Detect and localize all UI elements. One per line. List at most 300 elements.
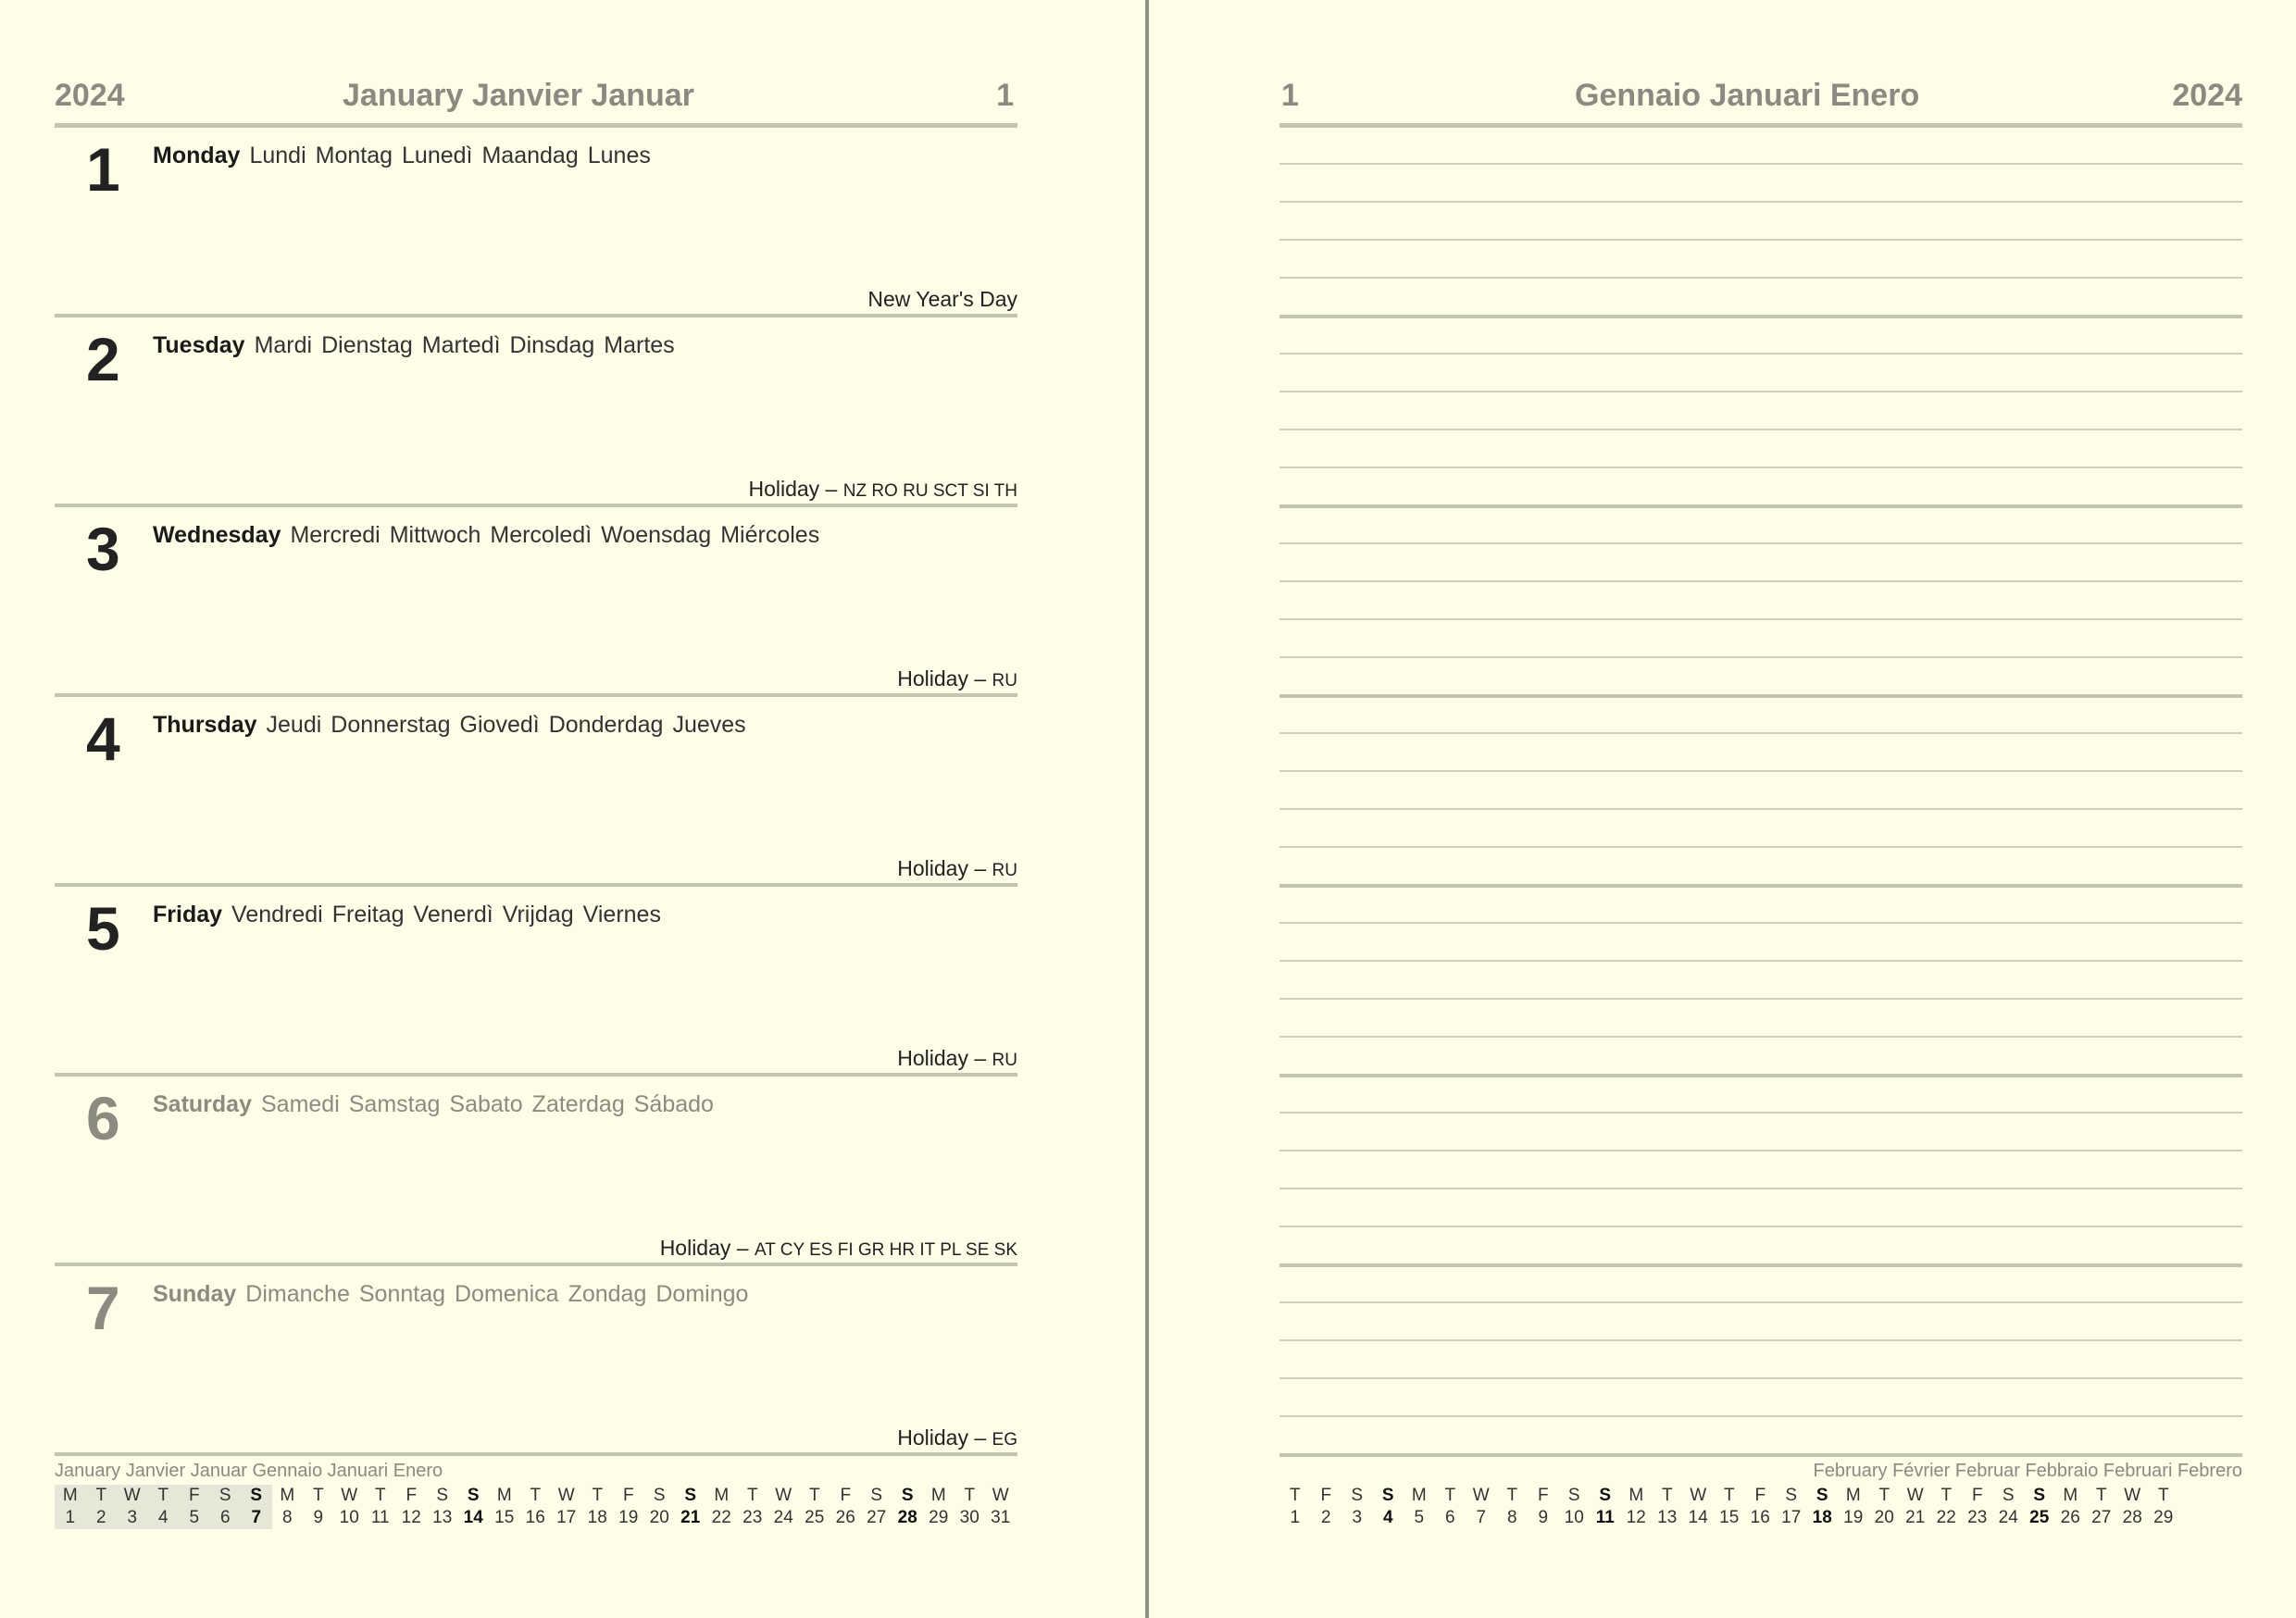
writing-line [1279, 163, 2242, 165]
writing-line [1279, 391, 2242, 392]
day-name-alt: Mittwoch [389, 522, 481, 548]
weekday-letter: M [280, 1486, 295, 1505]
date-number: 5 [1414, 1508, 1425, 1527]
writing-line [1279, 922, 2242, 924]
header-months: Gennaio Januari Enero [1575, 78, 1920, 113]
mini-calendar-day[interactable] [1776, 1485, 1807, 1529]
day-block[interactable] [55, 1266, 1017, 1456]
day-number: 4 [86, 704, 120, 773]
day-name-alt: Jeudi [266, 712, 322, 738]
weekday-letter: S [1351, 1486, 1364, 1505]
weekday-letter: W [341, 1486, 358, 1505]
weekday-letter: W [1472, 1486, 1490, 1505]
day-name-alt: Dienstag [321, 332, 413, 358]
date-number: 19 [618, 1508, 639, 1527]
holiday-note [660, 1236, 1017, 1261]
date-number: 7 [1476, 1508, 1487, 1527]
day-name-alt: Woensdag [601, 522, 712, 548]
weekday-letter: W [2124, 1486, 2141, 1505]
weekday-letter: S [1785, 1486, 1798, 1505]
mini-calendar-day[interactable] [55, 1485, 86, 1529]
weekday-letter: T [530, 1486, 542, 1505]
day-name-alt: Vendredi [231, 902, 323, 927]
date-number: 23 [742, 1508, 763, 1527]
day-names [153, 332, 684, 359]
writing-line [1279, 429, 2242, 430]
date-number: 29 [929, 1508, 949, 1527]
day-name: Tuesday [153, 332, 245, 358]
mini-calendar-day[interactable] [1714, 1485, 1745, 1529]
writing-line [1279, 1377, 2242, 1379]
weekday-letter: F [188, 1486, 200, 1505]
mini-calendar-day[interactable] [1404, 1485, 1435, 1529]
mini-calendar-day[interactable] [1838, 1485, 1869, 1529]
day-number: 6 [86, 1084, 120, 1152]
mini-calendar-day[interactable] [985, 1485, 1017, 1529]
day-name: Sunday [153, 1281, 237, 1307]
mini-calendar-day[interactable] [1900, 1485, 1931, 1529]
date-number: 9 [1538, 1508, 1549, 1527]
writing-line [1279, 960, 2242, 962]
day-number: 1 [86, 135, 120, 204]
date-number: 30 [959, 1508, 980, 1527]
mini-calendar-day[interactable] [489, 1485, 520, 1529]
date-number: 5 [189, 1508, 200, 1527]
day-name-alt: Lunes [587, 143, 651, 168]
mini-calendar-day[interactable] [1373, 1485, 1404, 1529]
writing-line [1279, 618, 2242, 620]
weekday-letter: S [901, 1486, 914, 1505]
holiday-codes: RU [992, 861, 1017, 880]
day-name-alt: Vrijdag [502, 902, 574, 927]
day-name-alt: Donnerstag [331, 712, 451, 738]
weekday-letter: T [964, 1486, 976, 1505]
holiday-codes: RU [992, 671, 1017, 691]
holiday-note [897, 666, 1017, 691]
writing-line [1279, 542, 2242, 544]
date-number: 20 [649, 1508, 669, 1527]
mini-calendar-day[interactable] [737, 1485, 768, 1529]
day-name-alt: Mardi [254, 332, 313, 358]
weekday-letter: M [1845, 1486, 1861, 1505]
day-name-alt: Dinsdag [509, 332, 595, 358]
date-number: 3 [127, 1508, 138, 1527]
day-names [153, 143, 660, 169]
weekday-letter: S [1567, 1486, 1580, 1505]
weekday-letter: T [592, 1486, 604, 1505]
day-name-alt: Mercredi [290, 522, 381, 548]
mini-calendar-january [55, 1485, 1017, 1529]
weekday-letter: S [2033, 1486, 2046, 1505]
day-name-alt: Montag [315, 143, 393, 168]
mini-calendar-day[interactable] [892, 1485, 924, 1529]
date-number: 29 [2153, 1508, 2174, 1527]
day-name: Friday [153, 902, 223, 927]
date-number: 11 [370, 1508, 390, 1527]
date-number: 4 [157, 1508, 168, 1527]
day-names [153, 712, 755, 739]
date-number: 18 [587, 1508, 607, 1527]
day-name-alt: Zaterdag [531, 1091, 625, 1117]
mini-calendar-day[interactable] [427, 1485, 458, 1529]
date-number: 1 [65, 1508, 76, 1527]
weekday-letter: T [1506, 1486, 1518, 1505]
weekday-letter: S [218, 1486, 231, 1505]
writing-line [1279, 1036, 2242, 1038]
writing-line [1279, 1188, 2242, 1189]
mini-calendar-title: January Janvier Januar Gennaio Januari Enero [55, 1461, 443, 1481]
mini-calendar-day[interactable] [179, 1485, 210, 1529]
weekday-letter: S [467, 1486, 480, 1505]
weekday-letter: F [840, 1486, 852, 1505]
day-name-alt: Martedì [421, 332, 501, 358]
weekday-letter: T [808, 1486, 820, 1505]
day-block[interactable] [55, 697, 1017, 887]
weekday-letter: T [1289, 1486, 1301, 1505]
mini-calendar-day[interactable] [675, 1485, 706, 1529]
mini-calendar-february [1279, 1485, 2179, 1529]
mini-calendar-day[interactable] [2024, 1485, 2055, 1529]
day-name-alt: Maandag [481, 143, 579, 168]
mini-calendar-day[interactable] [582, 1485, 614, 1529]
mini-calendar-day[interactable] [923, 1485, 955, 1529]
date-number: 13 [432, 1508, 453, 1527]
header-year: 2024 [2172, 78, 2242, 113]
weekday-letter: T [1444, 1486, 1456, 1505]
holiday-note [897, 1046, 1017, 1071]
weekday-letter: T [1878, 1486, 1890, 1505]
holiday-label: Holiday – [748, 477, 843, 501]
date-number: 4 [1382, 1508, 1393, 1527]
mini-calendar-day[interactable] [1869, 1485, 1901, 1529]
day-names [153, 522, 829, 549]
mini-calendar-day[interactable] [1683, 1485, 1715, 1529]
day-names [153, 902, 670, 928]
weekday-letter: T [374, 1486, 386, 1505]
mini-calendar-day[interactable] [396, 1485, 428, 1529]
writing-line [1279, 998, 2242, 1000]
mini-calendar-day[interactable] [1341, 1485, 1373, 1529]
day-name-alt: Sábado [633, 1091, 714, 1117]
date-number: 13 [1657, 1508, 1678, 1527]
weekday-letter: F [1971, 1486, 1983, 1505]
date-number: 31 [991, 1508, 1011, 1527]
weekday-letter: T [312, 1486, 324, 1505]
holiday-note [897, 856, 1017, 881]
day-name: Monday [153, 143, 241, 168]
mini-calendar-day[interactable] [551, 1485, 582, 1529]
weekday-letter: T [2095, 1486, 2107, 1505]
date-number: 14 [1688, 1508, 1708, 1527]
day-name-alt: Samstag [348, 1091, 441, 1117]
day-name-alt: Lunedì [402, 143, 473, 168]
mini-calendar-day[interactable] [706, 1485, 738, 1529]
holiday-label: New Year's Day [867, 287, 1017, 311]
day-name: Wednesday [153, 522, 281, 548]
writing-line [1279, 239, 2242, 241]
mini-calendar-day[interactable] [1559, 1485, 1591, 1529]
weekday-letter: W [1906, 1486, 1924, 1505]
writing-line [1279, 846, 2242, 848]
mini-calendar-day[interactable] [1931, 1485, 1963, 1529]
day-divider-line [1279, 504, 2242, 508]
writing-line [1279, 467, 2242, 468]
day-name: Saturday [153, 1091, 252, 1117]
date-number: 17 [556, 1508, 577, 1527]
weekday-letter: S [870, 1486, 883, 1505]
weekday-letter: M [1628, 1486, 1644, 1505]
weekday-letter: T [1723, 1486, 1735, 1505]
writing-line [1279, 656, 2242, 658]
mini-calendar-day[interactable] [2086, 1485, 2117, 1529]
writing-line [1279, 732, 2242, 734]
mini-calendar-day[interactable] [241, 1485, 272, 1529]
weekday-letter: T [2157, 1486, 2169, 1505]
date-number: 18 [1812, 1508, 1832, 1527]
weekday-letter: S [1816, 1486, 1828, 1505]
date-number: 8 [281, 1508, 293, 1527]
date-number: 16 [1750, 1508, 1770, 1527]
mini-calendar-day[interactable] [830, 1485, 862, 1529]
date-number: 2 [1320, 1508, 1331, 1527]
mini-calendar-day[interactable] [117, 1485, 148, 1529]
header-week-number: 1 [1281, 78, 1299, 113]
header-rule [1279, 123, 2242, 128]
day-block[interactable] [55, 1077, 1017, 1266]
mini-calendar-day[interactable] [768, 1485, 800, 1529]
mini-calendar-day[interactable] [1311, 1485, 1342, 1529]
day-block[interactable] [55, 317, 1017, 507]
mini-calendar-day[interactable] [1962, 1485, 1993, 1529]
weekday-letter: F [406, 1486, 418, 1505]
date-number: 21 [1905, 1508, 1926, 1527]
date-number: 1 [1290, 1508, 1301, 1527]
date-number: 6 [1444, 1508, 1455, 1527]
weekday-letter: S [436, 1486, 449, 1505]
header-year: 2024 [55, 78, 125, 113]
day-divider-line [1279, 1074, 2242, 1077]
writing-line [1279, 1301, 2242, 1303]
weekday-letter: S [250, 1486, 263, 1505]
day-divider-line [1279, 315, 2242, 318]
weekday-letter: M [930, 1486, 946, 1505]
day-number: 3 [86, 515, 120, 583]
date-number: 27 [2091, 1508, 2112, 1527]
date-number: 8 [1506, 1508, 1517, 1527]
date-number: 11 [1595, 1508, 1615, 1527]
day-name-alt: Sabato [449, 1091, 523, 1117]
weekday-letter: T [746, 1486, 758, 1505]
date-number: 2 [95, 1508, 106, 1527]
day-number: 2 [86, 325, 120, 393]
holiday-label: Holiday – [659, 1236, 755, 1260]
header-week-number: 1 [996, 78, 1014, 113]
weekday-letter: M [1411, 1486, 1427, 1505]
day-names [153, 1281, 757, 1308]
mini-calendar-day[interactable] [2055, 1485, 2087, 1529]
weekday-letter: T [95, 1486, 107, 1505]
header-months: January Janvier Januar [343, 78, 694, 113]
left-page [0, 0, 1146, 1618]
writing-line [1279, 201, 2242, 203]
day-name-alt: Lundi [249, 143, 306, 168]
day-number: 7 [86, 1274, 120, 1342]
holiday-codes: NZ RO RU SCT SI TH [842, 481, 1017, 501]
weekday-letter: S [1599, 1486, 1612, 1505]
date-number: 10 [339, 1508, 359, 1527]
holiday-label: Holiday – [897, 1046, 992, 1070]
date-number: 6 [219, 1508, 231, 1527]
day-number: 5 [86, 894, 120, 963]
day-divider-line [1279, 1453, 2242, 1457]
day-name-alt: Giovedì [459, 712, 540, 738]
mini-calendar-day[interactable] [148, 1485, 180, 1529]
day-name-alt: Viernes [582, 902, 661, 927]
day-name-alt: Jueves [672, 712, 746, 738]
day-name-alt: Sonntag [358, 1281, 445, 1307]
date-number: 15 [494, 1508, 515, 1527]
weekday-letter: W [992, 1486, 1009, 1505]
date-number: 27 [867, 1508, 887, 1527]
writing-line [1279, 808, 2242, 810]
day-name-alt: Venerdì [413, 902, 493, 927]
date-number: 14 [463, 1508, 483, 1527]
day-name-alt: Domingo [655, 1281, 749, 1307]
date-number: 24 [1998, 1508, 2018, 1527]
date-number: 28 [2122, 1508, 2142, 1527]
mini-calendar-day[interactable] [1652, 1485, 1683, 1529]
weekday-letter: W [123, 1486, 141, 1505]
date-number: 10 [1564, 1508, 1584, 1527]
weekday-letter: F [1320, 1486, 1332, 1505]
date-number: 24 [773, 1508, 793, 1527]
mini-calendar-day[interactable] [955, 1485, 986, 1529]
holiday-label: Holiday – [897, 856, 992, 880]
writing-line [1279, 353, 2242, 355]
date-number: 12 [401, 1508, 421, 1527]
day-names [153, 1091, 723, 1118]
day-name: Thursday [153, 712, 257, 738]
weekday-letter: S [1381, 1486, 1394, 1505]
date-number: 21 [680, 1508, 701, 1527]
mini-calendar-day[interactable] [458, 1485, 490, 1529]
mini-calendar-day[interactable] [2148, 1485, 2179, 1529]
day-block[interactable] [55, 507, 1017, 697]
day-block[interactable] [55, 887, 1017, 1077]
date-number: 12 [1626, 1508, 1646, 1527]
holiday-note [867, 287, 1017, 312]
date-number: 19 [1843, 1508, 1864, 1527]
day-divider-line [1279, 694, 2242, 698]
date-number: 26 [2060, 1508, 2080, 1527]
right-header [1279, 78, 2242, 124]
day-name-alt: Mercoledì [490, 522, 593, 548]
weekday-letter: W [557, 1486, 575, 1505]
writing-line [1279, 1226, 2242, 1227]
day-divider-line [1279, 1263, 2242, 1267]
mini-calendar-day[interactable] [520, 1485, 552, 1529]
day-divider-line [1279, 884, 2242, 888]
weekday-letter: F [622, 1486, 634, 1505]
holiday-label: Holiday – [897, 1425, 992, 1450]
mini-calendar-day[interactable] [1807, 1485, 1839, 1529]
weekday-letter: M [62, 1486, 78, 1505]
mini-calendar-day[interactable] [1497, 1485, 1529, 1529]
mini-calendar-day[interactable] [210, 1485, 242, 1529]
holiday-label: Holiday – [897, 666, 992, 691]
left-header [55, 78, 1017, 124]
mini-calendar-day[interactable] [1466, 1485, 1497, 1529]
holiday-note [748, 477, 1017, 502]
mini-calendar-day[interactable] [1435, 1485, 1466, 1529]
writing-line [1279, 277, 2242, 279]
writing-line [1279, 1112, 2242, 1114]
day-name-alt: Donderdag [548, 712, 664, 738]
date-number: 3 [1352, 1508, 1363, 1527]
writing-line [1279, 1339, 2242, 1341]
weekday-letter: M [714, 1486, 730, 1505]
writing-line [1279, 770, 2242, 772]
day-name-alt: Dimanche [245, 1281, 350, 1307]
date-number: 9 [313, 1508, 324, 1527]
date-number: 20 [1874, 1508, 1894, 1527]
day-name-alt: Miércoles [720, 522, 820, 548]
day-block[interactable] [55, 128, 1017, 317]
weekday-letter: M [496, 1486, 512, 1505]
day-name-alt: Zondag [568, 1281, 647, 1307]
mini-calendar-day[interactable] [613, 1485, 644, 1529]
date-number: 22 [1936, 1508, 1956, 1527]
mini-calendar-title: February Février Februar Febbraio Februari Febrero [1813, 1461, 2242, 1481]
weekday-letter: M [2063, 1486, 2078, 1505]
mini-calendar-day[interactable] [86, 1485, 118, 1529]
weekday-letter: S [653, 1486, 666, 1505]
mini-calendar-day[interactable] [272, 1485, 304, 1529]
mini-calendar-day[interactable] [1590, 1485, 1621, 1529]
weekday-letter: W [775, 1486, 792, 1505]
weekday-letter: S [2002, 1486, 2015, 1505]
writing-line [1279, 1415, 2242, 1417]
mini-calendar-day[interactable] [1621, 1485, 1653, 1529]
mini-calendar-day[interactable] [303, 1485, 334, 1529]
weekday-letter: T [1940, 1486, 1953, 1505]
mini-calendar-day[interactable] [1745, 1485, 1777, 1529]
day-rule [55, 1452, 1017, 1456]
mini-calendar-day[interactable] [334, 1485, 366, 1529]
weekday-letter: T [157, 1486, 169, 1505]
date-number: 7 [251, 1508, 262, 1527]
day-name-alt: Freitag [331, 902, 405, 927]
date-number: 25 [2029, 1508, 2050, 1527]
date-number: 23 [1967, 1508, 1988, 1527]
weekday-letter: T [1661, 1486, 1673, 1505]
mini-calendar-day[interactable] [861, 1485, 892, 1529]
mini-calendar-day[interactable] [1528, 1485, 1559, 1529]
date-number: 28 [897, 1508, 917, 1527]
mini-calendar-day[interactable] [1279, 1485, 1311, 1529]
date-number: 25 [805, 1508, 825, 1527]
weekday-letter: S [684, 1486, 697, 1505]
mini-calendar-day[interactable] [799, 1485, 830, 1529]
holiday-note [897, 1425, 1017, 1450]
date-number: 26 [835, 1508, 855, 1527]
mini-calendar-day[interactable] [365, 1485, 396, 1529]
day-name-alt: Martes [604, 332, 675, 358]
holiday-codes: EG [992, 1430, 1017, 1450]
mini-calendar-day[interactable] [644, 1485, 676, 1529]
mini-calendar-day[interactable] [1993, 1485, 2025, 1529]
mini-calendar-day[interactable] [2117, 1485, 2149, 1529]
